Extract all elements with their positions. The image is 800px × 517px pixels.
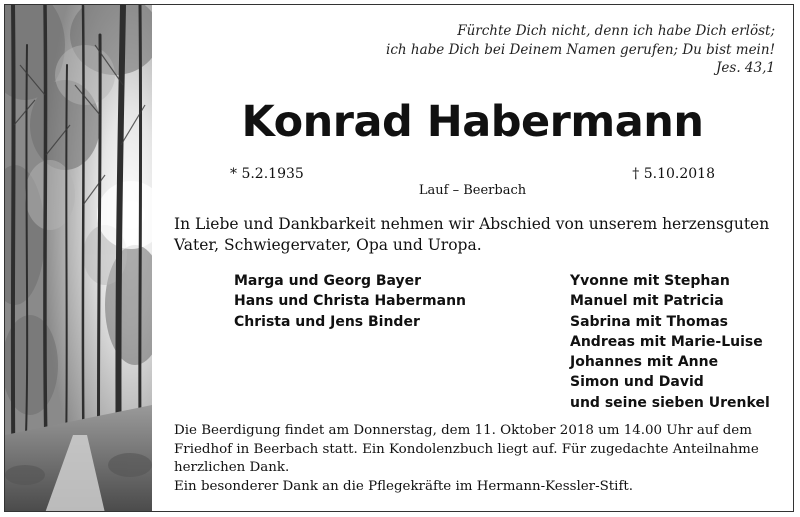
farewell-line-2: Vater, Schwiegervater, Opa und Uropa. xyxy=(174,236,482,254)
mourner-entry: Manuel mit Patricia xyxy=(570,293,724,310)
mourner-entry: Simon und David xyxy=(570,374,704,391)
mourners-right-column xyxy=(570,271,770,413)
place-of-residence: Lauf – Beerbach xyxy=(418,183,527,198)
forest-path-image xyxy=(5,5,152,512)
mourner-entry: Hans und Christa Habermann xyxy=(234,293,467,310)
mourner-entry: Yvonne mit Stephan xyxy=(570,273,730,289)
mourners-left-column xyxy=(234,271,466,332)
deceased-name: Konrad Habermann xyxy=(241,97,704,147)
death-date: † 5.10.2018 xyxy=(632,166,715,182)
verse-line-2: ich habe Dich bei Deinem Namen gerufen; Du bist mein! xyxy=(386,41,775,58)
mourner-entry: Sabrina mit Thomas xyxy=(570,313,728,330)
funeral-line-4: Ein besonderer Dank an die Pflegekräfte im Hermann-Kessler-Stift. xyxy=(174,478,634,494)
farewell-text xyxy=(174,214,775,256)
bible-verse xyxy=(386,22,775,78)
birth-date: * 5.2.1935 xyxy=(230,166,304,182)
obituary-card xyxy=(4,4,794,512)
mourner-entry: Christa und Jens Binder xyxy=(234,313,420,330)
funeral-line-2: Friedhof in Beerbach statt. Ein Kondolenzbuch liegt auf. Für zugedachte Anteilnahme xyxy=(174,441,759,457)
forest-path-photo xyxy=(5,5,152,512)
mourner-entry: Johannes mit Anne xyxy=(570,354,719,371)
funeral-line-3: herzlichen Dank. xyxy=(174,460,290,475)
verse-reference: Jes. 43,1 xyxy=(716,60,775,76)
verse-line-1: Fürchte Dich nicht, denn ich habe Dich erlöst; xyxy=(457,23,775,39)
mourner-entry: und seine sieben Urenkel xyxy=(570,394,770,411)
funeral-line-1: Die Beerdigung findet am Donnerstag, dem 11. Oktober 2018 um 14.00 Uhr auf dem xyxy=(174,423,752,438)
mourner-entry: Andreas mit Marie-Luise xyxy=(570,333,763,350)
mourner-entry: Marga und Georg Bayer xyxy=(234,273,422,289)
funeral-notice xyxy=(174,422,781,496)
farewell-line-1: In Liebe und Dankbarkeit nehmen wir Abschied von unserem herzensguten xyxy=(174,215,770,233)
obituary-content xyxy=(152,5,793,511)
